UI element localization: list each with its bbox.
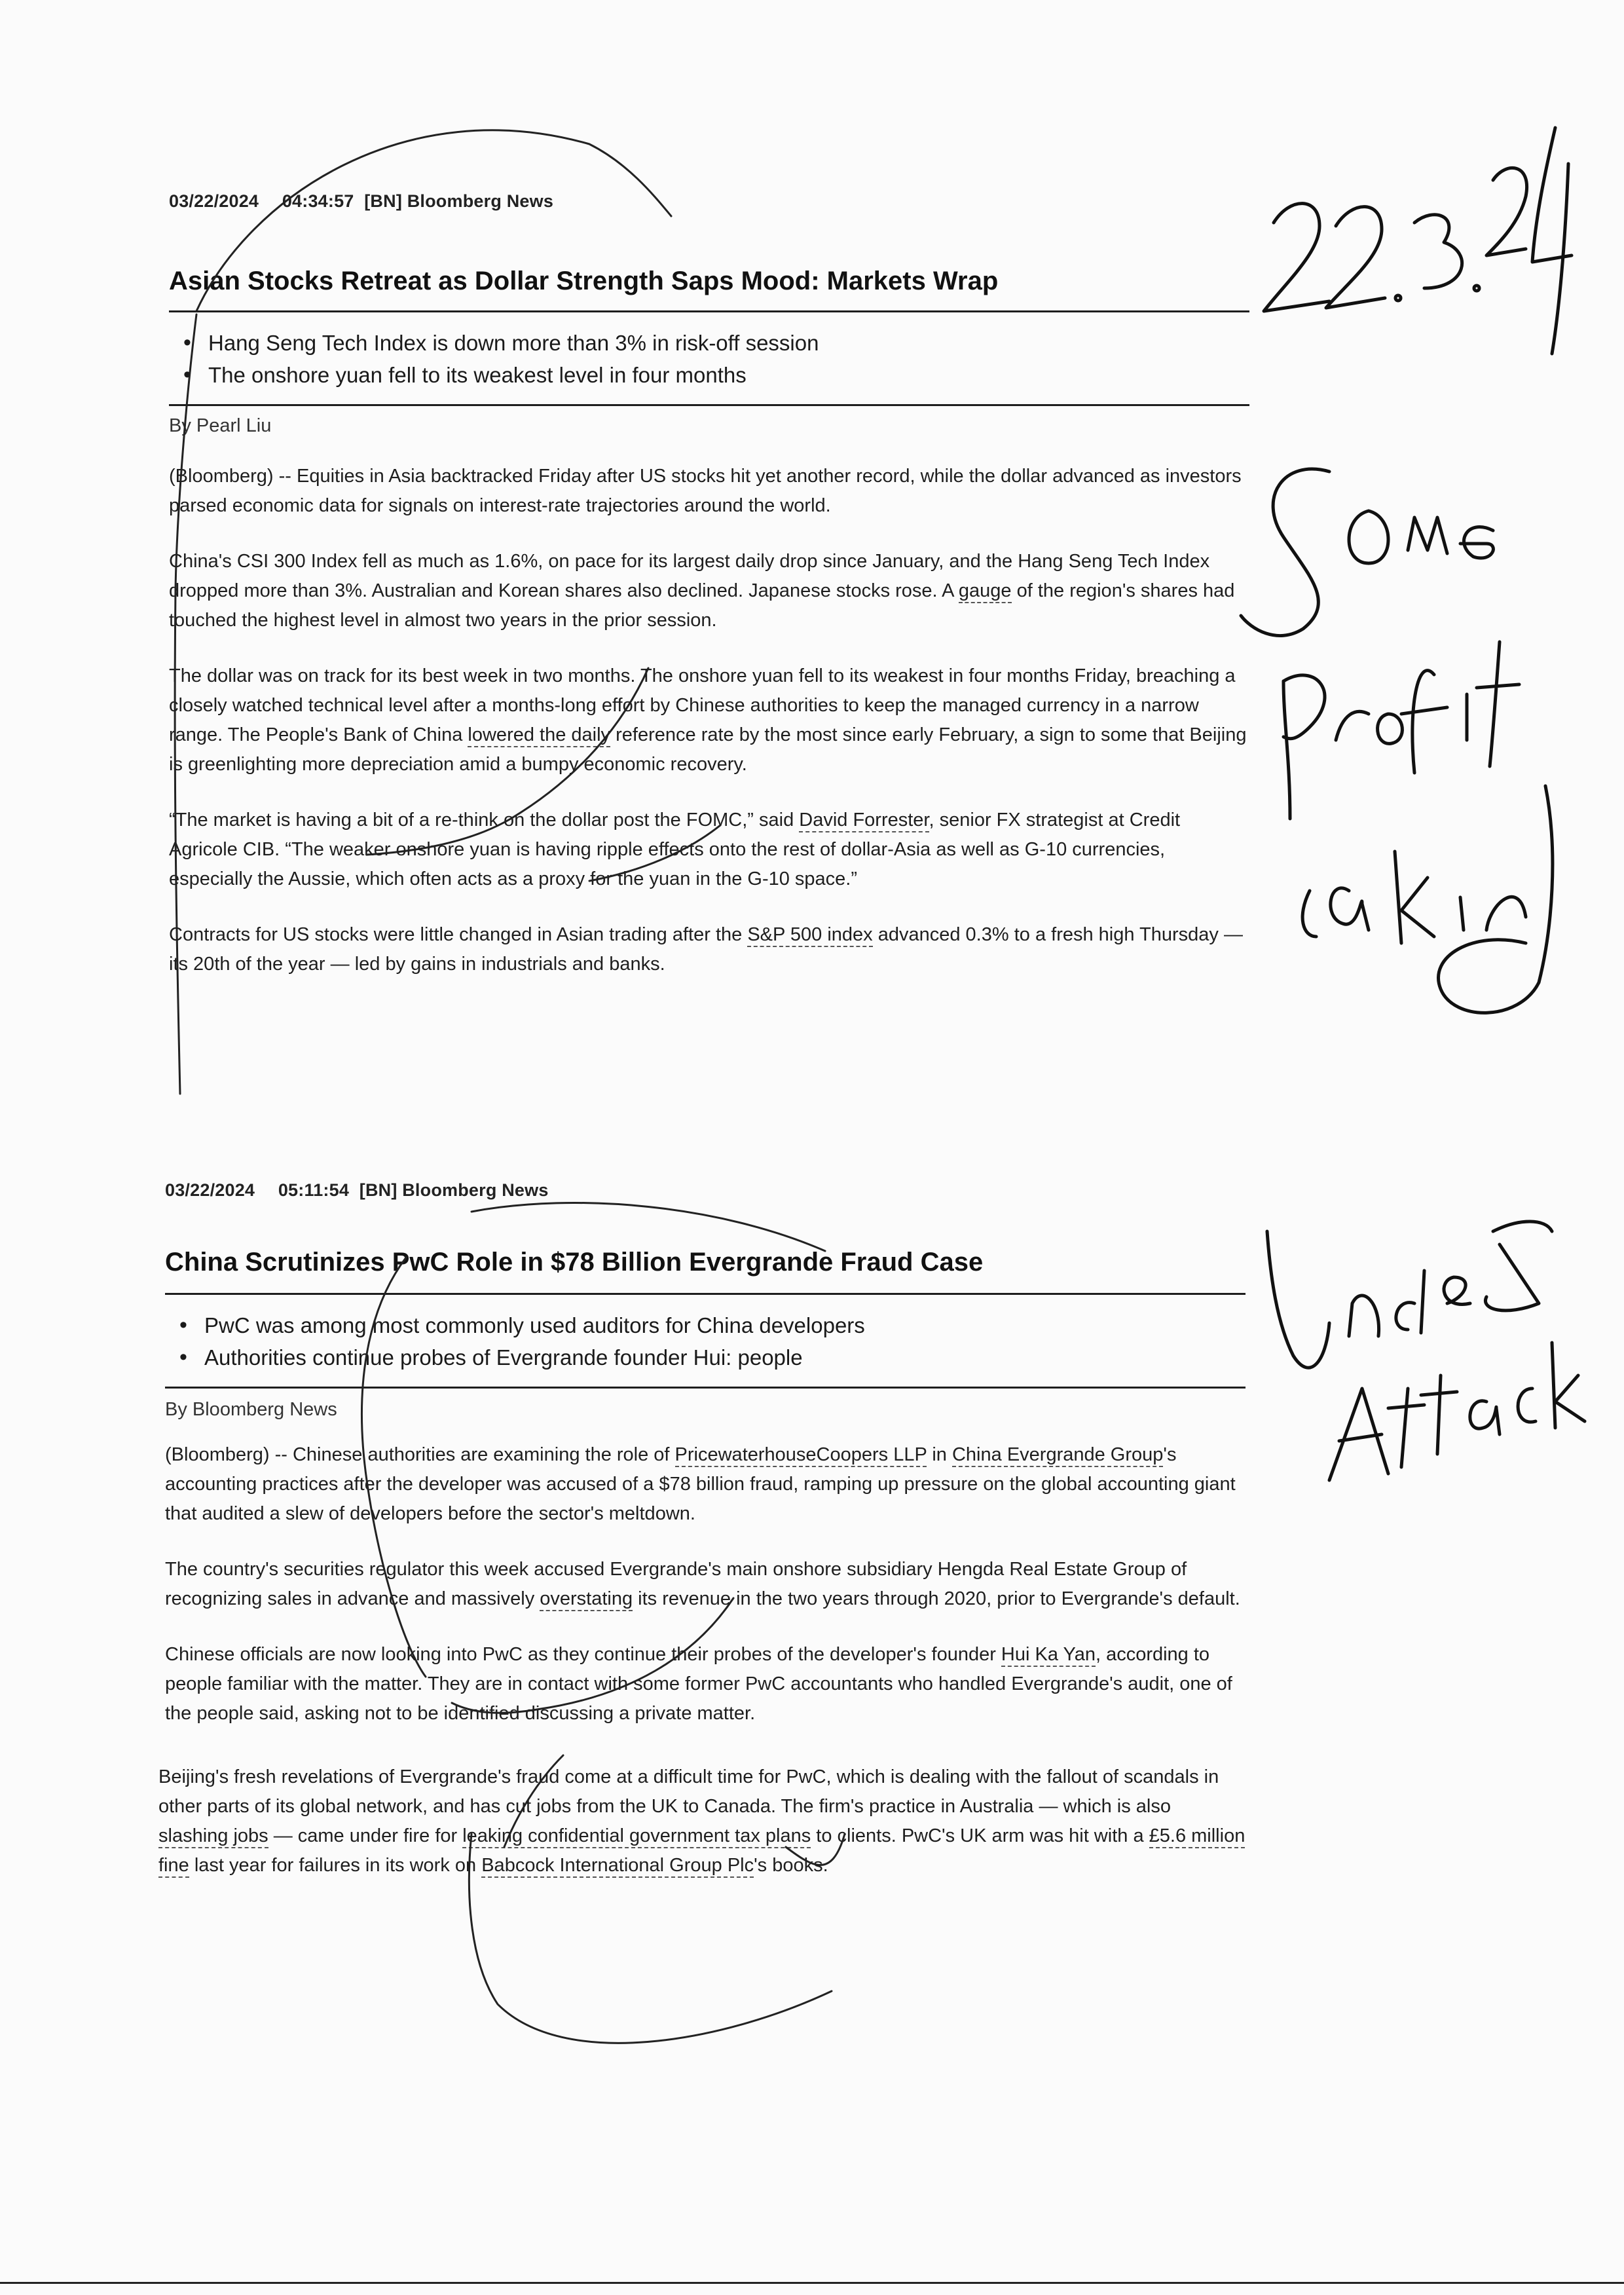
pen-stroke xyxy=(471,1203,825,1252)
paragraph: (Bloomberg) -- Chinese authorities are examining the role of PricewaterhouseCoopers LLP in China Evergrande Group's accounting practices after the developer was accused of a $78 billion fraud, ramping up pressure on the global accounting giant that audited a slew of developers before the sector's meltdown. xyxy=(165,1444,1236,1524)
link-fine[interactable]: £5.6 million fine xyxy=(158,1825,1245,1878)
pen-stroke xyxy=(786,1834,845,1865)
page-bottom-edge xyxy=(0,2282,1624,2284)
link-pricewaterhousecoopers[interactable]: PricewaterhouseCoopers LLP xyxy=(675,1444,927,1467)
paragraph: The dollar was on track for its best week in two months. The onshore yuan fell to its weakest in four months Friday, breaching a closely watched technical level after a months-long effort by Chinese authorities to keep the managed currency in a narrow range. The People's Bank of China lowered the daily reference rate by the most since early February, a sign to some that Beijing is greenlighting more depreciation amid a bumpy economic recovery. xyxy=(169,665,1247,775)
article-source: [BN] Bloomberg News xyxy=(364,191,554,211)
byline: By Pearl Liu xyxy=(169,415,272,436)
article-time: 04:34:57 xyxy=(282,191,354,211)
link-lowered-the-daily[interactable]: lowered the daily xyxy=(468,724,610,747)
handwritten-date-note xyxy=(1264,128,1572,354)
bullet-item: • Hang Seng Tech Index is down more than 3% in risk-off session xyxy=(183,327,1249,359)
article-source: [BN] Bloomberg News xyxy=(359,1180,549,1200)
handwritten-note-under-attack xyxy=(1267,1222,1585,1480)
paragraph: (Bloomberg) -- Equities in Asia backtracked Friday after US stocks hit yet another record, while the dollar advanced as investors parsed economic data for signals on interest-rate trajectories around the world. xyxy=(169,466,1242,516)
handwritten-note-profit-taking xyxy=(1241,469,1553,1013)
paragraph: The country's securities regulator this week accused Evergrande's main onshore subsidiary Hengda Real Estate Group of recognizing sales in advance and massively overstating its revenue in the two years through 2020, prior to Evergrande's default. xyxy=(165,1555,1246,1614)
pen-stroke xyxy=(367,668,648,855)
link-david-forrester[interactable]: David Forrester xyxy=(799,810,929,832)
link-china-evergrande[interactable]: China Evergrande Group xyxy=(952,1444,1163,1467)
pen-stroke xyxy=(175,314,196,1094)
link-gauge[interactable]: gauge xyxy=(959,580,1012,603)
paragraph: Contracts for US stocks were little changed in Asian trading after the S&P 500 index advanced 0.3% to a fresh high Thursday — its 20th of the year — led by gains in industrials and banks. xyxy=(169,924,1243,975)
paragraph: “The market is having a bit of a re-think on the dollar post the FOMC,” said David Forrester, senior FX strategist at Credit Agricole CIB. “The weaker onshore yuan is having ripple effects onto the rest of dollar-Asia as well as G-10 currencies, especially the Aussie, which often acts as a proxy for the yuan in the G-10 space.” xyxy=(169,810,1181,889)
link-overstating[interactable]: overstating xyxy=(540,1588,633,1611)
paragraph: Chinese officials are now looking into PwC as they continue their probes of the developer's founder Hui Ka Yan, according to people familiar with the matter. They are in contact with some former PwC accountants who handled Evergrande's audit, one of the people said, asking not to be identified discussing a private matter. xyxy=(165,1644,1232,1724)
bullet-item: • PwC was among most commonly used auditors for China developers xyxy=(179,1309,1246,1341)
link-sp-500-index[interactable]: S&P 500 index xyxy=(747,924,872,947)
pen-stroke xyxy=(469,1834,832,2043)
link-hui-ka-yan[interactable]: Hui Ka Yan xyxy=(1001,1644,1096,1667)
pen-stroke xyxy=(504,1755,563,1847)
pen-stroke xyxy=(362,1258,426,1677)
paragraph: China's CSI 300 Index fell as much as 1.6%, on pace for its largest daily drop since January, and the Hang Seng Tech Index dropped more than 3%. Australian and Korean shares also declined. Japanese stocks rose. A gauge of the region's shares had touched the highest level in almost two years in the prior session. xyxy=(169,551,1235,631)
article-date: 03/22/2024 xyxy=(165,1180,255,1200)
link-leaking-tax-plans[interactable]: leaking confidential government tax plans xyxy=(462,1825,811,1848)
article-time: 05:11:54 xyxy=(278,1180,350,1200)
pen-stroke xyxy=(452,1598,733,1713)
handwritten-date-text xyxy=(0,0,1,1)
pen-stroke xyxy=(196,130,671,311)
article-date: 03/22/2024 xyxy=(169,191,259,211)
pen-stroke xyxy=(589,825,720,881)
byline: By Bloomberg News xyxy=(165,1399,337,1420)
article-headline: Asian Stocks Retreat as Dollar Strength Saps Mood: Markets Wrap xyxy=(169,267,999,295)
link-babcock[interactable]: Babcock International Group Plc xyxy=(481,1855,754,1878)
article-headline: China Scrutinizes PwC Role in $78 Billion Evergrande Fraud Case xyxy=(165,1248,984,1277)
bullet-item: • The onshore yuan fell to its weakest level in four months xyxy=(183,359,1249,391)
bullet-item: • Authorities continue probes of Evergrande founder Hui: people xyxy=(179,1341,1246,1373)
link-slashing-jobs[interactable]: slashing jobs xyxy=(158,1825,268,1848)
paragraph: Beijing's fresh revelations of Evergrande's fraud come at a difficult time for PwC, which is dealing with the fallout of scandals in other parts of its global network, and has cut jobs from the UK to Canada. The firm's practice in Australia — which is also slashing jobs — came under fire for leaking confidential government tax plans to clients. PwC's UK arm was hit with a £5.6 million fine last year for failures in its work on Babcock International Group Plc's books. xyxy=(158,1763,1246,1880)
